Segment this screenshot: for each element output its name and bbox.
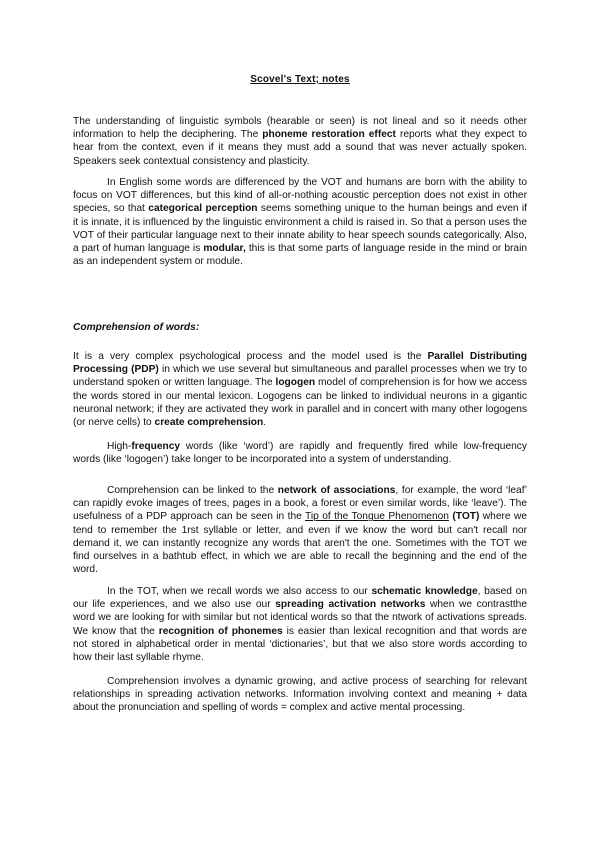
text-run: In English some words are differenced by the VOT and humans are born with the ability to focus on VOT differences, but this kind of all-or-nothing acoustic perception does not exist in other species, so that	[73, 177, 527, 215]
intro-paragraph-2	[73, 176, 527, 268]
page-title: Scovel's Text; notes	[250, 74, 350, 85]
section-paragraph-3	[73, 484, 527, 576]
section-paragraph-5	[73, 675, 527, 715]
term-tip-of-the-tongue: Tip of the Tongue Phenomenon	[305, 511, 449, 523]
text-run: model of comprehension is for how we access the words stored in our mental lexicon. Logogens can be linked to individual neurons in a gigantic neuronal network; if they are activated they work in parallel and in concert with many other logogens (or nerve cells) to	[73, 377, 527, 429]
term-logogen: logogen	[275, 377, 316, 389]
text-run: words (like ‘word’) are rapidly and frequently fired while low-frequency words (like ‘logogen’) take longer to be incorporated into a system of understanding.	[73, 441, 527, 466]
term-schematic-knowledge: schematic knowledge	[371, 586, 478, 597]
text-run: .	[263, 417, 267, 429]
term-network-of-associations: network of associations	[277, 485, 396, 496]
text-run: in which we use several but simultaneous and parallel processes when we try to understand spoken or written language. The	[73, 364, 527, 389]
term-create-comprehension: create comprehension	[154, 417, 264, 429]
text-run: when we contrastthe word we are looking for with similar but not identical words so that the ntwork of activations spreads. We know that the	[73, 599, 528, 637]
text-run: , based on our life experiences, and we also use our	[73, 586, 527, 611]
section-heading: Comprehension of words:	[73, 322, 200, 333]
text-run: reports what they expect to hear from the context, even if it means they must add a sound that was never actually spoken. Speakers seek contextual consistency and plasticity.	[73, 129, 527, 167]
term-tot: (TOT)	[452, 511, 480, 523]
text-run: Comprehension involves a dynamic growing, and active process of searching for relevant relationships in spreading activation networks. Information involving context and meaning + data about the pronunciation and spelling of words = complex and active mental processing.	[73, 676, 527, 714]
text-run: Comprehension can be linked to the	[107, 485, 278, 496]
section-paragraph-2	[73, 440, 527, 466]
term-pdp: Parallel Distributing Processing (PDP)	[73, 351, 528, 376]
text-run: this is that some parts of language reside in the mind or brain as an independent system or module.	[73, 243, 527, 268]
text-run: where we tend to remember the 1rst syllable or letter, and even if we know the word but can't recall nor demand it, we can instantly recognize any words that aren't the one. Sometimes with the TOT we find ourselves in a bathtub effect, in which we are able to recall the beginning and the end of the word.	[73, 511, 527, 576]
term-frequency: frequency	[131, 441, 181, 452]
term-modular: modular,	[203, 243, 246, 255]
term-categorical-perception: categorical perception	[148, 203, 258, 215]
text-run: , for example, the word ‘leaf’ can rapidly evoke images of trees, pages in a book, a forest or even similar words, like ‘leave’). The usefulness of a PDP approach can be seen in the	[73, 485, 527, 523]
text-run: seems something unique to the human beings and even if it is innate, it is influenced by the linguistic environment a child is raised in. So that a person uses the VOT of their particular language next to their innate ability to hear speech sounds categorically. Also, a part of human language is	[73, 203, 527, 255]
section-paragraph-1	[73, 350, 527, 429]
term-phoneme-restoration-effect: phoneme restoration effect	[262, 129, 396, 141]
text-run: High-	[107, 441, 132, 452]
term-spreading-activation-networks: spreading activation networks	[275, 599, 426, 611]
text-run: The understanding of linguistic symbols (hearable or seen) is not lineal and so it needs other information to help the deciphering. The	[73, 116, 527, 141]
term-recognition-of-phonemes: recognition of phonemes	[158, 625, 283, 637]
text-run: is easier than lexical recognition and that words are not stored in alphabetical order in mental ‘dictionaries’, but that we also store words according to how their last syllable rhyme.	[73, 625, 527, 664]
section-paragraph-4	[73, 585, 527, 664]
text-run: It is a very complex psychological process and the model used is the	[73, 351, 428, 362]
intro-paragraph-1	[73, 115, 527, 168]
text-run: In the TOT, when we recall words we also access to our	[107, 586, 372, 597]
